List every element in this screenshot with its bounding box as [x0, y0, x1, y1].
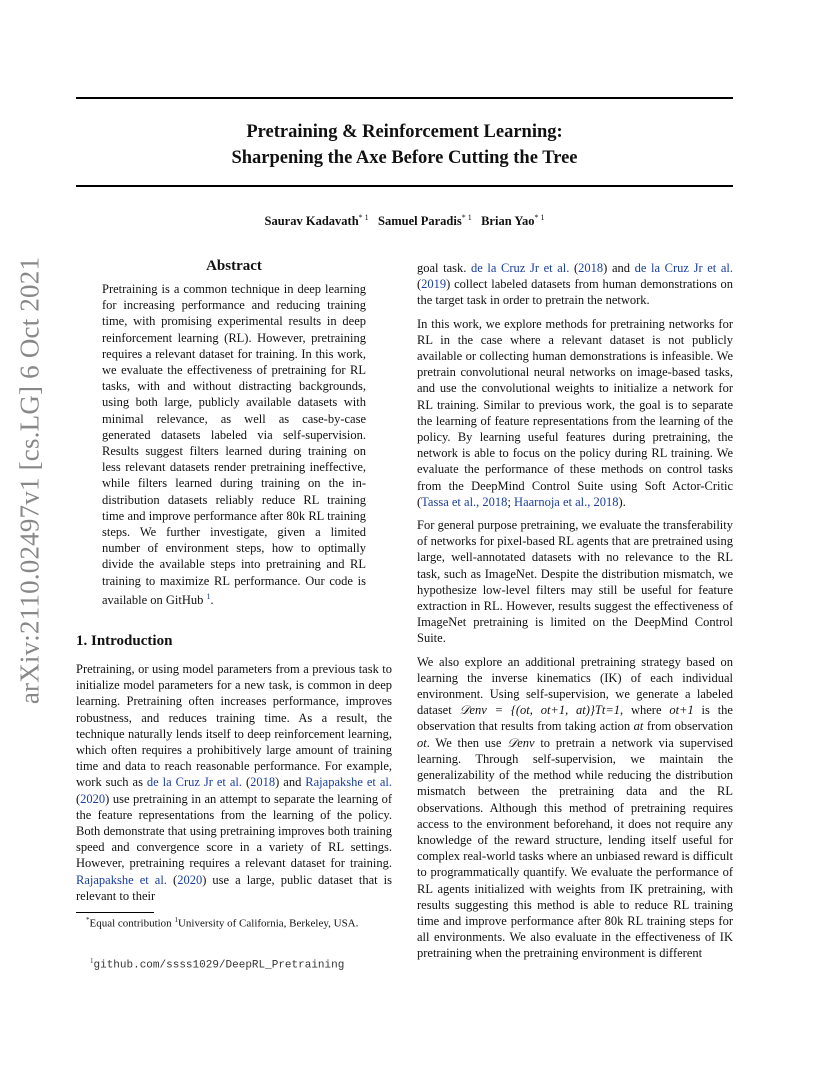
abstract-end: .: [210, 593, 214, 608]
math-dataset-def: 𝒟env = {(ot, ot+1, at)}Tt=1: [459, 703, 621, 718]
text-span: to pretrain a network via supervised learning. Through self-supervision, we maintain the generalizability of the method while reducing the distribution mismatch between the pretraining data and the RL observations. Although this method of pretraining requires access to the environment beforehand, it does not require any knowledge of the reward structure, lending itself useful for complex real-world tasks where an unbiased reward is difficult to programmatically quantify. We evaluate the performance of RL agents initialized with weights from IK pretraining, with results suggesting this method is able to reduce RL training time and improve performance after 80k RL training steps for all environments. We also evaluate in the effectiveness of IK pretraining when the pretraining environment is different: [417, 735, 733, 961]
citation-link[interactable]: de la Cruz Jr et al.: [146, 775, 243, 790]
abstract-body: Pretraining is a common technique in deep learning for increasing performance and reducing training time, with promising experimental results in deep reinforcement learning (RL). However, pretraining requires a relevant dataset for training. In this work, we evaluate the effectiveness of pretraining for RL tasks, with and without distracting backgrounds, using both large, publicly available datasets with minimal relevance, as well as case-by-case generated datasets labeled via self-supervision. Results suggest filters learned during training on less relevant datasets render pretraining ineffective, while filters learned during training on the in-distribution datasets reliably reduce RL training time and improve performance after 80k RL training steps. We further investigate, given a limited number of environment steps, how to optimally divide the available steps into pretraining and RL training to maximize RL performance. Our code is available on GitHub: [102, 282, 366, 608]
top-rule: [76, 97, 733, 99]
left-column-text: [76, 661, 392, 904]
right-column-text: [417, 260, 733, 969]
math-action: at: [633, 719, 644, 734]
footnote-code-link: [90, 957, 344, 972]
paragraph: [417, 654, 733, 962]
code-url-link[interactable]: github.com/ssss1029/DeepRL_Pretraining: [93, 959, 345, 972]
citation-link[interactable]: Haarnoja et al., 2018: [514, 494, 619, 509]
citation-year-link[interactable]: 2018: [250, 775, 276, 790]
text-span: Pretraining, or using model parameters from a previous task to initialize model parameters for a new task, is common in deep learning. Pretraining often increases performance, improves robustness, and reduces training time. As a result, the technique naturally lends itself to deep reinforcement learning, which often requires a prohibitively large amount of training time and data to reach reasonable performance. For example, work such as: [76, 662, 392, 790]
paper-title: [76, 119, 733, 171]
author-name: Samuel Paradis: [378, 214, 462, 229]
footnote-text: Equal contribution: [89, 917, 175, 930]
paragraph: goal task. de la Cruz Jr et al. (2018) and de la Cruz Jr et al. (2019) collect labeled datasets from human demonstrations on the target task in order to pretrain the network.: [417, 261, 733, 308]
text-span: and: [607, 261, 635, 275]
author-name: Brian Yao: [481, 214, 535, 229]
text-span: ;: [507, 494, 515, 509]
citation-year-link[interactable]: 2018: [578, 261, 604, 275]
footnote-mark: 1: [90, 957, 94, 965]
text-span: , where: [620, 703, 670, 718]
author-name: Saurav Kadavath: [264, 214, 359, 229]
math-dataset: 𝒟env: [507, 735, 535, 750]
citation-link[interactable]: Rajapakshe et al.: [305, 775, 392, 790]
abstract-text: [102, 281, 366, 608]
text-span: . We then use: [426, 735, 508, 750]
text-span: We also explore an additional pretraining strategy based on learning the inverse kinematics (IK) of each individual environment. Using self-supervision, we generate a labeled dataset: [417, 654, 733, 718]
text-span: use pretraining in an attempt to separate the learning of the feature representations from the learning of the policy. Both demonstrate that using pretraining improves both training speed and convergence score in a variety of RL settings. However, pretraining requires a relevant dataset for training.: [76, 791, 392, 871]
author-affil-mark: * 1: [534, 213, 545, 222]
paragraph: [417, 316, 733, 510]
author-affil-mark: * 1: [358, 213, 369, 222]
citation-link[interactable]: Tassa et al., 2018: [421, 494, 508, 509]
title-bottom-rule: [76, 185, 733, 187]
footnote-affiliation: [86, 916, 358, 930]
title-line-2: Sharpening the Axe Before Cutting the Tree: [231, 148, 578, 168]
citation-link[interactable]: de la Cruz Jr et al.: [471, 261, 570, 275]
citation-year-link[interactable]: 2020: [177, 872, 203, 887]
footnote-link[interactable]: 1: [206, 591, 211, 601]
math-next-obs: ot+1: [669, 703, 694, 718]
author-list: [76, 213, 733, 229]
citation-year-link[interactable]: 2019: [421, 277, 447, 292]
text-span: use a large, public dataset that is relevant to their: [76, 872, 392, 903]
footnote-mark: 1: [174, 916, 178, 924]
footnote-text: University of California, Berkeley, USA.: [177, 917, 359, 930]
abstract-heading: Abstract: [206, 258, 262, 274]
text-span: In this work, we explore methods for pretraining networks for RL in the case where a relevant dataset is not publicly available or collecting human demonstrations is infeasible. We pretrain convolutional neural networks on image-based tasks, and use the convolutional weights to initialize a network for RL training. Similar to previous work, the goal is to separate the learning of feature representations from the learning of the policy. By learning useful features during pretraining, the network is able to focus on the policy during RL training. We evaluate the performance of these methods on control tasks from the DeepMind Control Suite using Soft Actor-Critic (: [417, 316, 733, 509]
title-line-1: Pretraining & Reinforcement Learning:: [246, 122, 563, 142]
footnote-mark: *: [86, 916, 90, 924]
text-span: ).: [618, 494, 626, 509]
text-span: and: [279, 775, 306, 790]
text-span: is the observation that results from taking action: [417, 703, 733, 734]
math-obs: ot: [417, 735, 427, 750]
author-affil-mark: * 1: [461, 213, 472, 222]
arxiv-stamp: arXiv:2110.02497v1 [cs.LG] 6 Oct 2021: [14, 256, 45, 705]
text-span: goal task.: [417, 261, 472, 275]
text-span: from observation: [643, 719, 733, 734]
citation-link[interactable]: de la Cruz Jr et al.: [634, 261, 733, 275]
section-heading-introduction: 1. Introduction: [76, 633, 173, 649]
text-span: collect labeled datasets from human demonstrations on the target task in order to pretrain the network.: [417, 277, 733, 308]
paragraph: For general purpose pretraining, we evaluate the transferability of networks for pixel-based RL agents that are pretrained using large, well-annotated datasets with no relevance to the RL task, such as ImageNet. Despite the distribution mismatch, we hypothesize low-level filters may still be useful for feature extraction in RL. However, results suggest the effectiveness of ImageNet pretraining is limited on the DeepMind Control Suite.: [417, 518, 733, 646]
intro-paragraph: Pretraining, or using model parameters from a previous task to initialize model parameters for a new task, is common in deep learning. Pretraining often increases performance, improves robustness, and reduces training time. As a result, the technique naturally lends itself to deep reinforcement learning, which often requires a prohibitively large amount of training time and data to reach reasonable performance. For example, work such as de la Cruz Jr et al. (2018) and Rajapakshe et al. (2020) use pretraining in an attempt to separate the learning of the feature representations from the learning of the policy. Both demonstrate that using pretraining improves both training speed and convergence score in a variety of RL settings. However, pretraining requires a relevant dataset for training. Rajapakshe et al. (2020) use a large, public dataset that is relevant to their: [76, 662, 392, 903]
citation-year-link[interactable]: 2020: [80, 791, 106, 806]
citation-link[interactable]: Rajapakshe et al.: [76, 872, 167, 887]
footnote-rule: [76, 912, 154, 913]
